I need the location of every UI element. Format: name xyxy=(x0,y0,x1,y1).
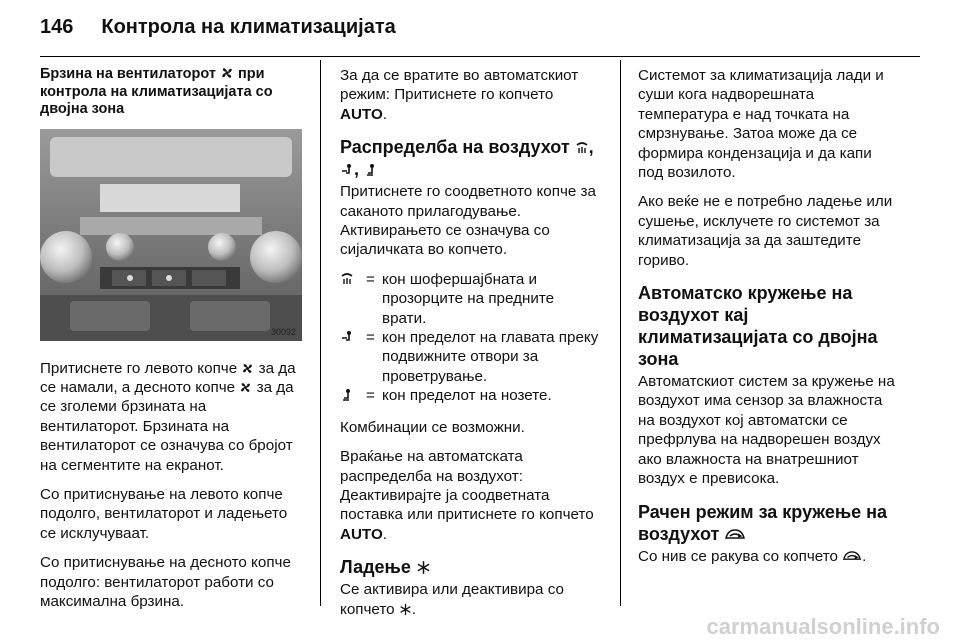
ac-info-paragraph: Системот за климатизација лади и суши кога надворешната температура е над точката на смрзнување. Затоа може да се формира кондензација и да капи под возилото. xyxy=(638,67,884,182)
column-2 xyxy=(340,66,602,629)
vent-head-icon xyxy=(340,330,354,344)
snowflake-icon xyxy=(416,560,431,575)
cooling-paragraph: Се активира или деактивира со копчето . xyxy=(340,581,564,618)
fan-off-paragraph: Со притиснување на левото копче подолго, вентилаторот и ладењето се исклучуваат. xyxy=(40,485,288,542)
snowflake-icon xyxy=(399,603,412,616)
column-3 xyxy=(638,66,900,576)
auto-recirculation-paragraph: Автоматскиот систем за кружење на воздухот има сензор за влажноста на воздухот кој автоматски се префрлува на надворешен воздух ако влажноста на внатрешниот воздух е превисока. xyxy=(638,373,895,488)
fan-icon xyxy=(241,362,254,375)
column-divider xyxy=(620,60,621,606)
auto-label: AUTO xyxy=(340,105,383,123)
air-distribution-list xyxy=(340,270,602,406)
recirculation-icon xyxy=(842,550,862,563)
combinations-paragraph: Комбинации се возможни. xyxy=(340,418,525,436)
list-item: = кон шофершајбната и прозорците на предните врати. xyxy=(340,270,602,328)
air-distribution-paragraph: Притиснете го соодветното копче за саканото прилагодување. Активирањето се означува со сијаличката во копчето. xyxy=(340,183,596,259)
list-item: = кон пределот на нозете. xyxy=(340,386,602,405)
page-title: Контрола на климатизацијата xyxy=(101,16,396,38)
fan-icon xyxy=(239,381,252,394)
column-divider xyxy=(320,60,321,606)
list-item: = кон пределот на главата преку подвижните отвори за проветрување. xyxy=(340,328,602,386)
cooling-heading: Ладење xyxy=(340,556,602,578)
climate-control-panel-figure xyxy=(40,129,302,341)
fan-max-paragraph: Со притиснување на десното копче подолго: вентилаторот работи со максимална брзина. xyxy=(40,554,291,610)
manual-recirculation-heading: Рачен режим за кружење на воздухот xyxy=(638,501,888,544)
air-distribution-heading: Распределба на воздухот , , xyxy=(340,137,594,180)
ac-off-paragraph: Ако веќе не е потребно ладење или сушење, исклучете го системот за климатизација за да заштедите гориво. xyxy=(638,193,893,269)
fan-speed-heading: Брзина на вентилаторот при контрола на климатизацијата со двојна зона xyxy=(40,66,273,117)
vent-feet-icon xyxy=(340,388,354,402)
header-rule xyxy=(40,56,920,57)
auto-recirculation-heading: Автоматско кружење на воздухот кај климатизацијата со двојна зона xyxy=(638,283,878,370)
vent-feet-icon xyxy=(364,163,378,177)
figure-id: 30092 xyxy=(270,326,296,337)
auto-mode-paragraph: За да се вратите во автоматскиот режим: Притиснете го копчето AUTO. xyxy=(340,67,579,123)
page-number: 146 xyxy=(40,16,74,38)
fan-speed-paragraph: Притиснете го левото копче за да се намали, а десното копче за да се зголеми брзината на вентилаторот. Брзината на вентилаторот се означува со бројот на сегментите на екранот. xyxy=(40,359,296,474)
column-1 xyxy=(40,66,302,621)
auto-label: AUTO xyxy=(340,525,383,543)
watermark: carmanualsonline.info xyxy=(706,614,940,639)
recirculation-icon xyxy=(724,528,746,542)
defrost-windshield-icon xyxy=(340,272,354,286)
defrost-windshield-icon xyxy=(575,141,589,155)
manual-recirculation-paragraph: Со нив се ракува со копчето . xyxy=(638,547,867,565)
fan-icon xyxy=(220,66,234,80)
vent-head-icon xyxy=(340,163,354,177)
return-auto-paragraph: Враќање на автоматската распределба на воздухот: Деактивирајте ја соодветната поставка или притиснете го копчето AUTO. xyxy=(340,448,594,543)
page-header xyxy=(40,16,396,46)
